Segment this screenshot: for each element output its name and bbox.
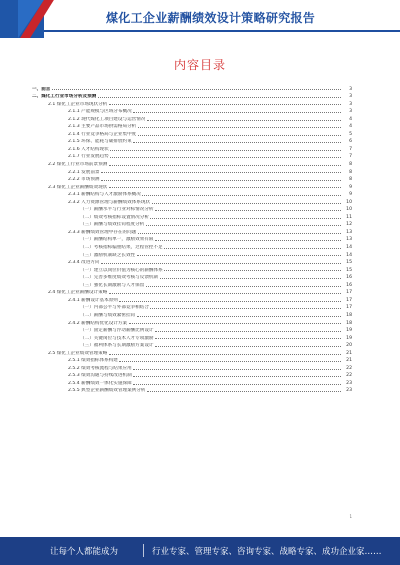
toc-entry[interactable] (28, 152, 352, 160)
toc-entry-label: （三）强化长期激励与人才保留 (80, 282, 145, 288)
toc-entry[interactable] (28, 310, 352, 318)
toc-entry-page: 16 (346, 282, 352, 288)
toc-entry[interactable] (28, 318, 352, 326)
toc-entry[interactable] (28, 227, 352, 235)
toc-entry-page: 4 (349, 124, 352, 130)
toc-entry-label: （一）薪酬水平与行业对标情况分析 (80, 207, 154, 213)
toc-entry-page: 12 (346, 222, 352, 228)
toc-dot-leader (119, 361, 340, 362)
toc-dot-leader (109, 354, 341, 355)
header-rule (44, 30, 400, 32)
toc-entry-page: 9 (349, 192, 352, 198)
toc-entry-page: 19 (346, 328, 352, 334)
toc-dot-leader (164, 248, 340, 249)
toc-dot-leader (152, 203, 341, 204)
toc-heading: 内容目录 (173, 58, 226, 72)
toc-entry-page: 16 (346, 275, 352, 281)
toc-entry-label: 2.4.2 薪酬结构优化设计方案 (68, 320, 128, 326)
toc-dot-leader (155, 338, 340, 339)
toc-entry-page: 17 (346, 297, 352, 303)
toc-entry-page: 3 (349, 94, 352, 100)
toc-entry[interactable] (28, 220, 352, 228)
toc-entry-label: 2.2.1 发展前景 (68, 169, 100, 175)
toc-entry[interactable] (28, 303, 352, 311)
toc-entry-label: 2.5.3 绩效沟通与持续改进机制 (68, 373, 132, 379)
toc-entry[interactable] (28, 341, 352, 349)
toc-entry[interactable] (28, 190, 352, 198)
toc-entry-label: 2.3.4 改进方向 (68, 260, 100, 266)
toc-entry[interactable] (28, 144, 352, 152)
footer-band (0, 537, 400, 565)
toc-entry-page: 13 (346, 237, 352, 243)
toc-entry[interactable] (28, 107, 352, 115)
toc-entry-page: 14 (346, 245, 352, 251)
page-number: 1 (349, 514, 352, 519)
footer-slogan-right: 行业专家、管理专家、咨询专家、战略专家、成功企业家…… (152, 547, 382, 557)
toc-dot-leader (138, 127, 341, 128)
toc-entry-label: 2.1.7 行业发展趋势 (68, 154, 109, 160)
report-header (0, 0, 400, 38)
toc-entry-label: 2.4.1 薪酬设计基本原则 (68, 297, 118, 303)
toc-entry-label: （二）完善多维度绩效考核与反馈机制 (80, 275, 159, 281)
toc-entry[interactable] (28, 371, 352, 379)
toc-entry-page: 21 (346, 358, 352, 364)
toc-entry-label: 2.5 煤化工企业绩效管理策略 (48, 350, 108, 356)
toc-entry[interactable] (28, 265, 352, 273)
toc-entry-label: （三）激励机制缺乏长效性 (80, 252, 136, 258)
toc-entry[interactable] (28, 363, 352, 371)
toc-entry-page: 8 (349, 169, 352, 175)
toc-dot-leader (101, 180, 340, 181)
toc-entry-page: 3 (349, 109, 352, 115)
toc-entry-page: 5 (349, 131, 352, 137)
toc-dot-leader (129, 323, 341, 324)
toc-entry-page: 10 (346, 199, 352, 205)
toc-entry[interactable] (28, 167, 352, 175)
toc-entry[interactable] (28, 333, 352, 341)
toc-entry-label: 2.1.2 现代煤化工项目建设与运营情况 (68, 116, 146, 122)
toc-dot-leader (155, 210, 340, 211)
toc-dot-leader (133, 376, 340, 377)
table-of-contents (28, 84, 352, 393)
toc-dot-leader (160, 278, 341, 279)
toc-dot-leader (109, 104, 341, 105)
toc-dot-leader (150, 308, 340, 309)
toc-entry[interactable] (28, 295, 352, 303)
toc-dot-leader (164, 270, 340, 271)
toc-entry-label: （二）薪酬与绩效紧密挂钩 (80, 312, 136, 318)
toc-entry-page: 22 (346, 373, 352, 379)
toc-entry-page: 10 (346, 207, 352, 213)
toc-entry-page: 14 (346, 252, 352, 258)
toc-entry-label: 二、煤化工行业市场分析及预测 (32, 94, 97, 100)
toc-entry[interactable] (28, 273, 352, 281)
toc-entry[interactable] (28, 288, 352, 296)
toc-entry-page: 22 (346, 365, 352, 371)
toc-dot-leader (133, 112, 340, 113)
toc-entry-page: 9 (349, 184, 352, 190)
toc-entry[interactable] (28, 114, 352, 122)
toc-dot-leader (137, 316, 341, 317)
toc-dot-leader (146, 286, 341, 287)
toc-dot-leader (101, 263, 340, 264)
toc-entry-label: 2.3.3 薪酬绩效管理中存在的问题 (68, 229, 137, 235)
toc-entry-label: （一）建立以岗位价值为核心的薪酬体系 (80, 267, 163, 273)
toc-entry-page: 8 (349, 177, 352, 183)
toc-entry-page: 7 (349, 154, 352, 160)
toc-entry-label: （三）薪酬与绩效挂钩程度分析 (80, 222, 145, 228)
toc-entry-page: 23 (346, 388, 352, 394)
toc-dot-leader (119, 301, 340, 302)
footer-divider (143, 544, 144, 557)
toc-entry-page: 15 (346, 260, 352, 266)
toc-entry-label: 2.1.4 行业竞争格局与企业集中度 (68, 131, 137, 137)
toc-entry[interactable] (28, 378, 352, 386)
toc-entry[interactable] (28, 212, 352, 220)
toc-entry-page: 15 (346, 267, 352, 273)
toc-entry-label: （一）固定薪酬与浮动薪酬比例设计 (80, 328, 154, 334)
toc-entry-label: 2.5.1 绩效指标体系构建 (68, 358, 118, 364)
toc-entry[interactable] (28, 386, 352, 394)
toc-entry-page: 19 (346, 335, 352, 341)
toc-entry[interactable] (28, 197, 352, 205)
toc-entry[interactable] (28, 242, 352, 250)
toc-entry[interactable] (28, 92, 352, 100)
toc-dot-leader (101, 172, 340, 173)
toc-entry[interactable] (28, 205, 352, 213)
toc-dot-leader (155, 240, 340, 241)
toc-entry[interactable] (28, 99, 352, 107)
toc-dot-leader (137, 255, 341, 256)
toc-entry-label: 2.1.3 主要产品市场供需格局分析 (68, 124, 137, 130)
toc-dot-leader (155, 331, 340, 332)
toc-entry[interactable] (28, 137, 352, 145)
toc-dot-leader (150, 218, 340, 219)
toc-entry-page: 20 (346, 343, 352, 349)
toc-dot-leader (98, 97, 341, 98)
toc-dot-leader (52, 89, 341, 90)
toc-entry[interactable] (28, 175, 352, 183)
toc-entry-page: 7 (349, 146, 352, 152)
toc-entry-label: （二）绩效考核指标设置情况分析 (80, 214, 149, 220)
toc-entry-label: 2.3.1 薪酬结构与人才激励体系概况 (68, 192, 141, 198)
toc-dot-leader (155, 346, 340, 347)
toc-dot-leader (109, 187, 341, 188)
toc-dot-leader (142, 195, 340, 196)
toc-entry-page: 6 (349, 139, 352, 145)
toc-entry-label: （二）关键岗位与技术人才专项激励 (80, 335, 154, 341)
toc-entry[interactable] (28, 280, 352, 288)
toc-entry-label: 2.1.5 环保、能耗与碳排放约束 (68, 139, 132, 145)
toc-entry-page: 23 (346, 380, 352, 386)
toc-dot-leader (110, 157, 340, 158)
toc-entry-label: 一、前言 (32, 86, 51, 92)
toc-entry[interactable] (28, 235, 352, 243)
toc-entry-page: 18 (346, 320, 352, 326)
toc-dot-leader (147, 120, 341, 121)
toc-dot-leader (147, 391, 341, 392)
toc-entry[interactable] (28, 258, 352, 266)
toc-dot-leader (133, 369, 340, 370)
toc-dot-leader (133, 384, 340, 385)
toc-dot-leader (138, 233, 341, 234)
toc-entry-label: 2.1 煤化工企业市场现状分析 (48, 101, 108, 107)
toc-entry-label: 2.1.6 人才结构现状 (68, 146, 109, 152)
toc-entry[interactable] (28, 356, 352, 364)
toc-dot-leader (133, 142, 340, 143)
toc-entry[interactable] (28, 348, 352, 356)
toc-entry-label: 2.2.2 市场预测 (68, 177, 100, 183)
toc-entry-label: （一）内部公平与外部竞争相结合 (80, 305, 149, 311)
toc-entry[interactable] (28, 129, 352, 137)
toc-entry-page: 21 (346, 350, 352, 356)
toc-entry-page: 13 (346, 229, 352, 235)
toc-entry-label: 2.2 煤化工行业市场前景预测 (48, 162, 108, 168)
toc-entry-page: 8 (349, 162, 352, 168)
toc-dot-leader (138, 135, 341, 136)
toc-entry[interactable] (28, 84, 352, 92)
toc-entry-page: 17 (346, 305, 352, 311)
toc-entry-page: 4 (349, 116, 352, 122)
toc-entry[interactable] (28, 182, 352, 190)
toc-entry-label: 2.3.2 人力资源管理与薪酬绩效体系现状 (68, 199, 151, 205)
toc-entry-label: （一）薪酬结构单一，激励效果有限 (80, 237, 154, 243)
toc-entry-label: 2.5.2 绩效考核流程与结果应用 (68, 365, 132, 371)
toc-dot-leader (109, 165, 341, 166)
toc-dot-leader (109, 293, 341, 294)
toc-entry[interactable] (28, 326, 352, 334)
toc-entry-page: 3 (349, 101, 352, 107)
toc-entry-label: （二）考核指标偏重结果，过程管控不足 (80, 245, 163, 251)
toc-entry-label: （三）福利体系与长期激励方案设计 (80, 343, 154, 349)
toc-entry-page: 3 (349, 86, 352, 92)
toc-entry[interactable] (28, 122, 352, 130)
footer-slogan-left: 让每个人都能成为 (50, 547, 119, 557)
toc-entry-page: 17 (346, 290, 352, 296)
toc-entry-label: 2.3 煤化工企业薪酬绩效现状 (48, 184, 108, 190)
toc-entry-page: 18 (346, 312, 352, 318)
toc-entry-page: 11 (346, 214, 352, 220)
toc-dot-leader (146, 225, 341, 226)
toc-entry-label: 2.5.4 薪酬绩效一体化实施保障 (68, 380, 132, 386)
toc-dot-leader (110, 150, 340, 151)
toc-entry[interactable] (28, 159, 352, 167)
toc-entry-label: 2.4 煤化工企业薪酬设计策略 (48, 290, 108, 296)
toc-entry-label: 2.5.5 典型企业薪酬绩效管理案例分析 (68, 388, 146, 394)
toc-entry[interactable] (28, 250, 352, 258)
report-title: 煤化工企业薪酬绩效设计策略研究报告 (106, 11, 316, 25)
toc-entry-label: 2.1.1 产能规模与区域分布概况 (68, 109, 132, 115)
